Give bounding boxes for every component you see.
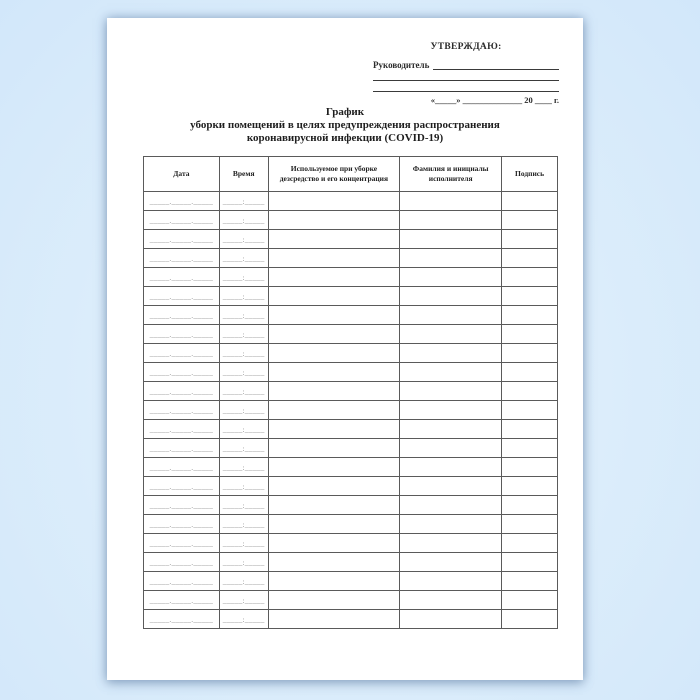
signature-cell bbox=[502, 439, 558, 458]
disinfectant-cell bbox=[268, 401, 400, 420]
signature-cell bbox=[502, 344, 558, 363]
disinfectant-cell bbox=[268, 420, 400, 439]
table-row bbox=[144, 363, 558, 382]
document-title-line-3: коронавирусной инфекции (COVID-19) bbox=[246, 132, 444, 144]
signature-cell bbox=[502, 515, 558, 534]
disinfectant-cell bbox=[268, 287, 400, 306]
time-cell: _____:_____ bbox=[219, 401, 268, 420]
disinfectant-cell bbox=[268, 439, 400, 458]
time-cell: _____:_____ bbox=[219, 287, 268, 306]
time-cell: _____:_____ bbox=[219, 420, 268, 439]
date-cell: _____._____._____ bbox=[144, 344, 220, 363]
table-body bbox=[144, 192, 558, 629]
table-row bbox=[144, 230, 558, 249]
date-cell: _____._____._____ bbox=[144, 591, 220, 610]
signature-cell bbox=[502, 572, 558, 591]
name-cell bbox=[400, 439, 502, 458]
signature-cell bbox=[502, 287, 558, 306]
signature-cell bbox=[502, 401, 558, 420]
signature-cell bbox=[502, 496, 558, 515]
disinfectant-cell bbox=[268, 477, 400, 496]
date-cell: _____._____._____ bbox=[144, 287, 220, 306]
date-cell: _____._____._____ bbox=[144, 211, 220, 230]
time-cell: _____:_____ bbox=[219, 591, 268, 610]
approval-role-label: Руководитель bbox=[373, 60, 430, 70]
table-row bbox=[144, 249, 558, 268]
signature-cell bbox=[502, 192, 558, 211]
time-cell: _____:_____ bbox=[219, 230, 268, 249]
table-row bbox=[144, 211, 558, 230]
table-row bbox=[144, 496, 558, 515]
time-cell: _____:_____ bbox=[219, 192, 268, 211]
header-cell-disinfectant: Используемое при уборке дезсредство и его концентрация bbox=[268, 157, 400, 192]
disinfectant-cell bbox=[268, 325, 400, 344]
time-cell: _____:_____ bbox=[219, 572, 268, 591]
signature-cell bbox=[502, 458, 558, 477]
time-cell: _____:_____ bbox=[219, 610, 268, 629]
table-row bbox=[144, 420, 558, 439]
name-cell bbox=[400, 192, 502, 211]
disinfectant-cell bbox=[268, 382, 400, 401]
disinfectant-cell bbox=[268, 496, 400, 515]
header-cell-date: Дата bbox=[144, 157, 220, 192]
date-cell: _____._____._____ bbox=[144, 534, 220, 553]
table-row bbox=[144, 192, 558, 211]
date-cell: _____._____._____ bbox=[144, 249, 220, 268]
approval-blank-line-2 bbox=[373, 81, 559, 92]
date-cell: _____._____._____ bbox=[144, 515, 220, 534]
signature-cell bbox=[502, 211, 558, 230]
disinfectant-cell bbox=[268, 515, 400, 534]
table-header bbox=[144, 157, 558, 192]
approval-role-underline bbox=[433, 59, 559, 70]
name-cell bbox=[400, 363, 502, 382]
table-row bbox=[144, 591, 558, 610]
time-cell: _____:_____ bbox=[219, 439, 268, 458]
date-cell: _____._____._____ bbox=[144, 268, 220, 287]
name-cell bbox=[400, 553, 502, 572]
disinfectant-cell bbox=[268, 610, 400, 629]
document-title-line-1: График bbox=[325, 106, 365, 118]
table-row bbox=[144, 401, 558, 420]
date-cell: _____._____._____ bbox=[144, 325, 220, 344]
signature-cell bbox=[502, 591, 558, 610]
table-row bbox=[144, 344, 558, 363]
name-cell bbox=[400, 325, 502, 344]
disinfectant-cell bbox=[268, 458, 400, 477]
name-cell bbox=[400, 496, 502, 515]
disinfectant-cell bbox=[268, 344, 400, 363]
time-cell: _____:_____ bbox=[219, 306, 268, 325]
date-cell: _____._____._____ bbox=[144, 496, 220, 515]
document-title-line-2: уборки помещений в целях предупреждения распространения bbox=[190, 119, 500, 131]
name-cell bbox=[400, 477, 502, 496]
signature-cell bbox=[502, 268, 558, 287]
date-cell: _____._____._____ bbox=[144, 382, 220, 401]
signature-cell bbox=[502, 325, 558, 344]
name-cell bbox=[400, 591, 502, 610]
name-cell bbox=[400, 515, 502, 534]
approval-role-line bbox=[373, 57, 559, 70]
name-cell bbox=[400, 230, 502, 249]
name-cell bbox=[400, 458, 502, 477]
date-cell: _____._____._____ bbox=[144, 363, 220, 382]
time-cell: _____:_____ bbox=[219, 496, 268, 515]
table-row bbox=[144, 325, 558, 344]
table-row bbox=[144, 610, 558, 629]
time-cell: _____:_____ bbox=[219, 211, 268, 230]
table-header-row bbox=[144, 157, 558, 192]
date-cell: _____._____._____ bbox=[144, 230, 220, 249]
date-cell: _____._____._____ bbox=[144, 477, 220, 496]
table-row bbox=[144, 458, 558, 477]
signature-cell bbox=[502, 249, 558, 268]
disinfectant-cell bbox=[268, 268, 400, 287]
date-cell: _____._____._____ bbox=[144, 553, 220, 572]
signature-cell bbox=[502, 534, 558, 553]
name-cell bbox=[400, 572, 502, 591]
table-row bbox=[144, 382, 558, 401]
table-row bbox=[144, 477, 558, 496]
time-cell: _____:_____ bbox=[219, 344, 268, 363]
header-cell-time: Время bbox=[219, 157, 268, 192]
time-cell: _____:_____ bbox=[219, 515, 268, 534]
name-cell bbox=[400, 287, 502, 306]
date-cell: _____._____._____ bbox=[144, 439, 220, 458]
table-row bbox=[144, 572, 558, 591]
name-cell bbox=[400, 534, 502, 553]
signature-cell bbox=[502, 306, 558, 325]
date-cell: _____._____._____ bbox=[144, 572, 220, 591]
name-cell bbox=[400, 382, 502, 401]
disinfectant-cell bbox=[268, 534, 400, 553]
name-cell bbox=[400, 344, 502, 363]
name-cell bbox=[400, 249, 502, 268]
signature-cell bbox=[502, 553, 558, 572]
signature-cell bbox=[502, 363, 558, 382]
date-cell: _____._____._____ bbox=[144, 610, 220, 629]
document-page bbox=[107, 18, 583, 680]
signature-cell bbox=[502, 610, 558, 629]
disinfectant-cell bbox=[268, 572, 400, 591]
table-row bbox=[144, 439, 558, 458]
table-row bbox=[144, 268, 558, 287]
document-title bbox=[107, 106, 583, 145]
signature-cell bbox=[502, 230, 558, 249]
name-cell bbox=[400, 420, 502, 439]
time-cell: _____:_____ bbox=[219, 382, 268, 401]
name-cell bbox=[400, 401, 502, 420]
date-cell: _____._____._____ bbox=[144, 306, 220, 325]
date-cell: _____._____._____ bbox=[144, 420, 220, 439]
time-cell: _____:_____ bbox=[219, 477, 268, 496]
signature-cell bbox=[502, 477, 558, 496]
approval-block bbox=[373, 42, 559, 105]
approval-date-line: «_____» ______________ 20 ____ г. bbox=[430, 95, 559, 105]
time-cell: _____:_____ bbox=[219, 458, 268, 477]
disinfectant-cell bbox=[268, 553, 400, 572]
disinfectant-cell bbox=[268, 211, 400, 230]
date-cell: _____._____._____ bbox=[144, 458, 220, 477]
name-cell bbox=[400, 268, 502, 287]
name-cell bbox=[400, 211, 502, 230]
date-cell: _____._____._____ bbox=[144, 401, 220, 420]
disinfectant-cell bbox=[268, 192, 400, 211]
time-cell: _____:_____ bbox=[219, 553, 268, 572]
time-cell: _____:_____ bbox=[219, 534, 268, 553]
name-cell bbox=[400, 610, 502, 629]
table-row bbox=[144, 553, 558, 572]
time-cell: _____:_____ bbox=[219, 249, 268, 268]
time-cell: _____:_____ bbox=[219, 268, 268, 287]
table-row bbox=[144, 306, 558, 325]
disinfectant-cell bbox=[268, 591, 400, 610]
signature-cell bbox=[502, 382, 558, 401]
cleaning-schedule-table bbox=[143, 156, 558, 629]
time-cell: _____:_____ bbox=[219, 325, 268, 344]
table-row bbox=[144, 534, 558, 553]
name-cell bbox=[400, 306, 502, 325]
table-row bbox=[144, 287, 558, 306]
disinfectant-cell bbox=[268, 306, 400, 325]
approval-heading: УТВЕРЖДАЮ: bbox=[430, 42, 502, 52]
header-cell-signature: Подпись bbox=[502, 157, 558, 192]
disinfectant-cell bbox=[268, 363, 400, 382]
disinfectant-cell bbox=[268, 249, 400, 268]
approval-blank-line-1 bbox=[373, 70, 559, 81]
disinfectant-cell bbox=[268, 230, 400, 249]
table-row bbox=[144, 515, 558, 534]
header-cell-name: Фамилия и инициалы исполнителя bbox=[400, 157, 502, 192]
time-cell: _____:_____ bbox=[219, 363, 268, 382]
date-cell: _____._____._____ bbox=[144, 192, 220, 211]
signature-cell bbox=[502, 420, 558, 439]
